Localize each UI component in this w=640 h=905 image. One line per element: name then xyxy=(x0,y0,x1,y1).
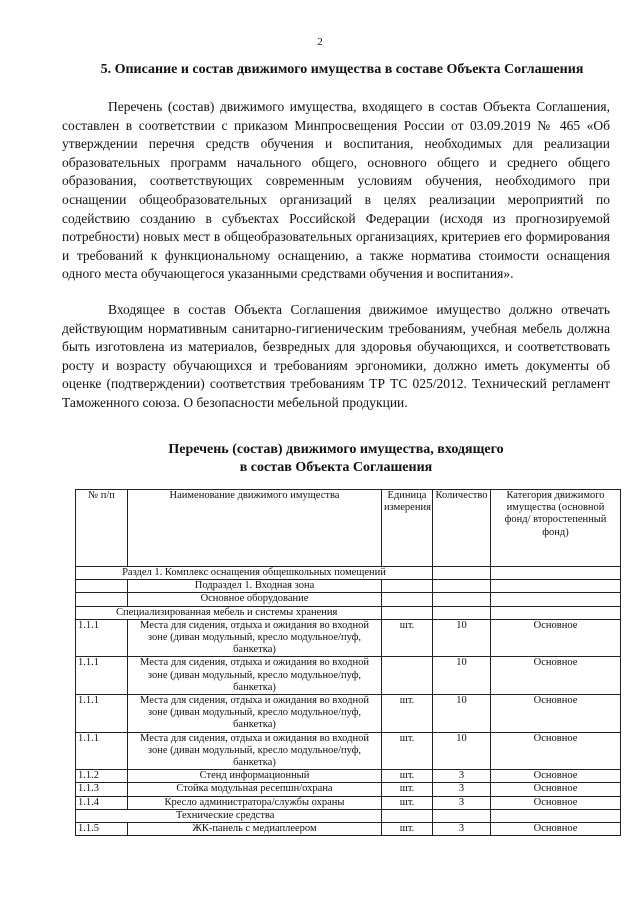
property-table xyxy=(75,489,621,836)
page-number: 2 xyxy=(317,36,323,48)
row-name: Места для сидения, отдыха и ожидания во входной зоне (диван модульный, кресло модульное/пуф, банкетка) xyxy=(128,619,382,657)
row-qty: 10 xyxy=(433,695,491,733)
paragraph-regulation: Перечень (состав) движимого имущества, входящего в состав Объекта Соглашения, составлен в соответствии с приказом Минпросвещения России от 03.09.2019 № 465 «Об утверждении перечня средств обучения и воспитания, необходимых для реализации образовательных программ начального общего, основного общего и среднего общего образования, соответствующих современным условиям обучения, необходимого при оснащении общеобразовательных организаций в целях реализации мероприятий по содействию созданию в субъектах Российской Федерации (исходя из прогнозируемой потребности) новых мест в общеобразовательных организациях, критериев его формирования и требований к функциональному оснащению, а также норматива стоимости оснащения одного места обучающегося указанными средствами обучения и воспитания». xyxy=(62,99,610,282)
row-name: Места для сидения, отдыха и ожидания во входной зоне (диван модульный, кресло модульное/пуф, банкетка) xyxy=(128,732,382,770)
section-title: Раздел 1. Комплекс оснащения общешкольных помещений xyxy=(76,567,433,580)
table-row xyxy=(76,695,621,733)
group-title: Основное оборудование xyxy=(128,593,382,606)
subsection-row xyxy=(76,580,621,593)
table-row xyxy=(76,770,621,783)
row-num: 1.1.2 xyxy=(76,770,128,783)
row-unit: шт. xyxy=(382,823,433,836)
row-qty: 10 xyxy=(433,732,491,770)
row-qty: 3 xyxy=(433,783,491,796)
table-row xyxy=(76,796,621,809)
row-num: 1.1.1 xyxy=(76,657,128,695)
subsection-title: Подраздел 1. Входная зона xyxy=(128,580,382,593)
row-name: Стойка модульная ресепшн/охрана xyxy=(128,783,382,796)
row-category: Основное xyxy=(491,770,621,783)
table-row xyxy=(76,783,621,796)
row-name: Кресло администратора/службы охраны xyxy=(128,796,382,809)
row-num: 1.1.1 xyxy=(76,695,128,733)
table-row xyxy=(76,619,621,657)
table-title xyxy=(62,441,610,477)
row-num: 1.1.3 xyxy=(76,783,128,796)
row-name: Места для сидения, отдыха и ожидания во входной зоне (диван модульный, кресло модульное/пуф, банкетка) xyxy=(128,695,382,733)
row-category: Основное xyxy=(491,695,621,733)
header-category: Категория движимого имущества (основной фонд/ второстепенный фонд) xyxy=(491,490,621,567)
row-category: Основное xyxy=(491,619,621,657)
header-name: Наименование движимого имущества xyxy=(128,490,382,567)
row-num: 1.1.4 xyxy=(76,796,128,809)
row-category: Основное xyxy=(491,657,621,695)
row-category: Основное xyxy=(491,796,621,809)
row-qty: 3 xyxy=(433,823,491,836)
group-row xyxy=(76,809,621,822)
row-name: Стенд информационный xyxy=(128,770,382,783)
row-num: 1.1.1 xyxy=(76,619,128,657)
section-row xyxy=(76,567,621,580)
row-qty: 3 xyxy=(433,796,491,809)
row-name: ЖК-панель с медиаплеером xyxy=(128,823,382,836)
header-qty: Количество xyxy=(433,490,491,567)
row-category: Основное xyxy=(491,783,621,796)
row-qty: 3 xyxy=(433,770,491,783)
row-num: 1.1.1 xyxy=(76,732,128,770)
row-unit xyxy=(382,657,433,695)
row-name: Места для сидения, отдыха и ожидания во входной зоне (диван модульный, кресло модульное/пуф, банкетка) xyxy=(128,657,382,695)
table-header-row xyxy=(76,490,621,567)
row-unit: шт. xyxy=(382,619,433,657)
row-unit: шт. xyxy=(382,695,433,733)
table-title-line-2: в состав Объекта Соглашения xyxy=(239,460,433,475)
group-row xyxy=(76,593,621,606)
row-unit: шт. xyxy=(382,783,433,796)
section-heading: 5. Описание и состав движимого имущества в составе Объекта Соглашения xyxy=(100,62,584,77)
table-title-line-1: Перечень (состав) движимого имущества, входящего xyxy=(168,442,504,457)
group-title: Технические средства xyxy=(76,809,382,822)
row-unit: шт. xyxy=(382,796,433,809)
row-category: Основное xyxy=(491,732,621,770)
row-qty: 10 xyxy=(433,619,491,657)
row-num: 1.1.5 xyxy=(76,823,128,836)
paragraph-requirements: Входящее в состав Объекта Соглашения движимое имущество должно отвечать действующим нормативным санитарно-гигиеническим требованиям, учебная мебель должна быть изготовлена из материалов, безвредных для здоровья обучающихся, и соответствовать росту и возрасту обучающихся и требованиям эргономики, должно иметь документы об оценке (подтверждении) соответствия требованиям ТР ТС 025/2012. Технический регламент Таможенного союза. О безопасности мебельной продукции. xyxy=(62,302,610,410)
table-row xyxy=(76,823,621,836)
group-title: Специализированная мебель и системы хранения xyxy=(76,606,382,619)
group-row xyxy=(76,606,621,619)
header-num: № п/п xyxy=(76,490,128,567)
row-category: Основное xyxy=(491,823,621,836)
table-row xyxy=(76,657,621,695)
row-unit: шт. xyxy=(382,732,433,770)
table-row xyxy=(76,732,621,770)
header-unit: Единица измерения xyxy=(382,490,433,567)
row-unit: шт. xyxy=(382,770,433,783)
row-qty: 10 xyxy=(433,657,491,695)
